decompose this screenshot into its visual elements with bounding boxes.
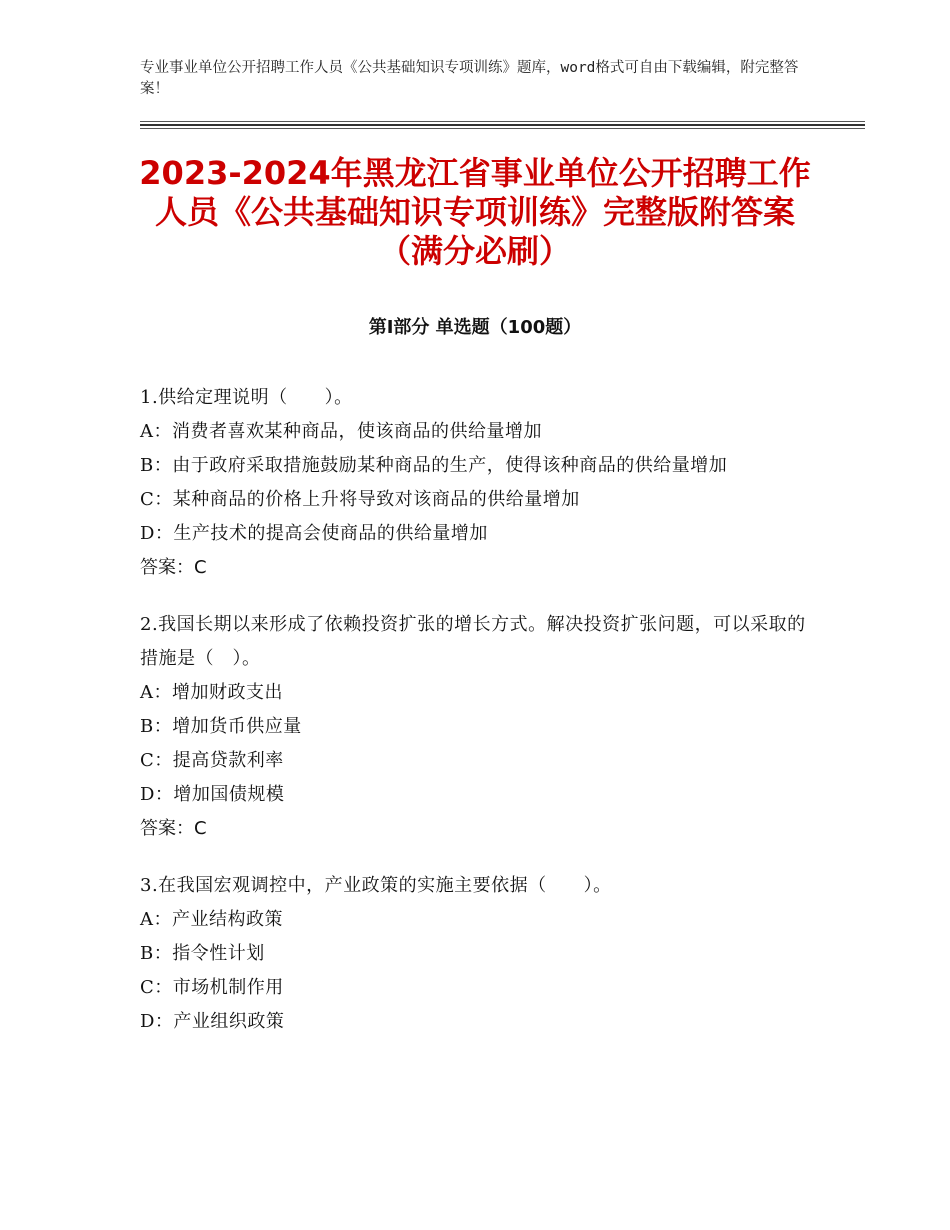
option-a: A：产业结构政策 (140, 909, 283, 930)
option-d: D：增加国债规模 (140, 784, 285, 805)
question-2 (140, 608, 810, 846)
option-b: B：指令性计划 (140, 943, 265, 964)
header-note: 专业事业单位公开招聘工作人员《公共基础知识专项训练》题库，word格式可自由下载编辑，附完整答案！ (140, 60, 799, 97)
option-d: D：产业组织政策 (140, 1011, 285, 1032)
option-a: A：消费者喜欢某种商品，使该商品的供给量增加 (140, 421, 542, 442)
option-d: D：生产技术的提高会使商品的供给量增加 (140, 523, 488, 544)
option-c: C：提高贷款利率 (140, 750, 284, 771)
document-title: 2023-2024年黑龙江省事业单位公开招聘工作人员《公共基础知识专项训练》完整版附答案（满分必刷） (139, 154, 811, 270)
question-1 (140, 381, 810, 585)
question-stem: 3.在我国宏观调控中，产业政策的实施主要依据（ ）。 (140, 875, 612, 896)
section-title: 第Ⅰ部分 单选题（100题） (368, 317, 582, 338)
option-c: C：某种商品的价格上升将导致对该商品的供给量增加 (140, 489, 580, 510)
question-list (140, 381, 810, 1062)
header-divider-top (140, 121, 865, 122)
header-divider-bottom (140, 128, 865, 129)
question-3 (140, 869, 810, 1039)
option-b: B：增加货币供应量 (140, 716, 302, 737)
question-stem: 1.供给定理说明（ ）。 (140, 387, 353, 408)
option-b: B：由于政府采取措施鼓励某种商品的生产，使得该种商品的供给量增加 (140, 455, 728, 476)
answer-line: 答案：C (140, 557, 207, 578)
header-divider-middle (140, 124, 865, 126)
question-stem: 2.我国长期以来形成了依赖投资扩张的增长方式。解决投资扩张问题，可以采取的措施是（ ）。 (140, 614, 806, 669)
answer-line: 答案：C (140, 818, 207, 839)
option-a: A：增加财政支出 (140, 682, 283, 703)
option-c: C：市场机制作用 (140, 977, 284, 998)
